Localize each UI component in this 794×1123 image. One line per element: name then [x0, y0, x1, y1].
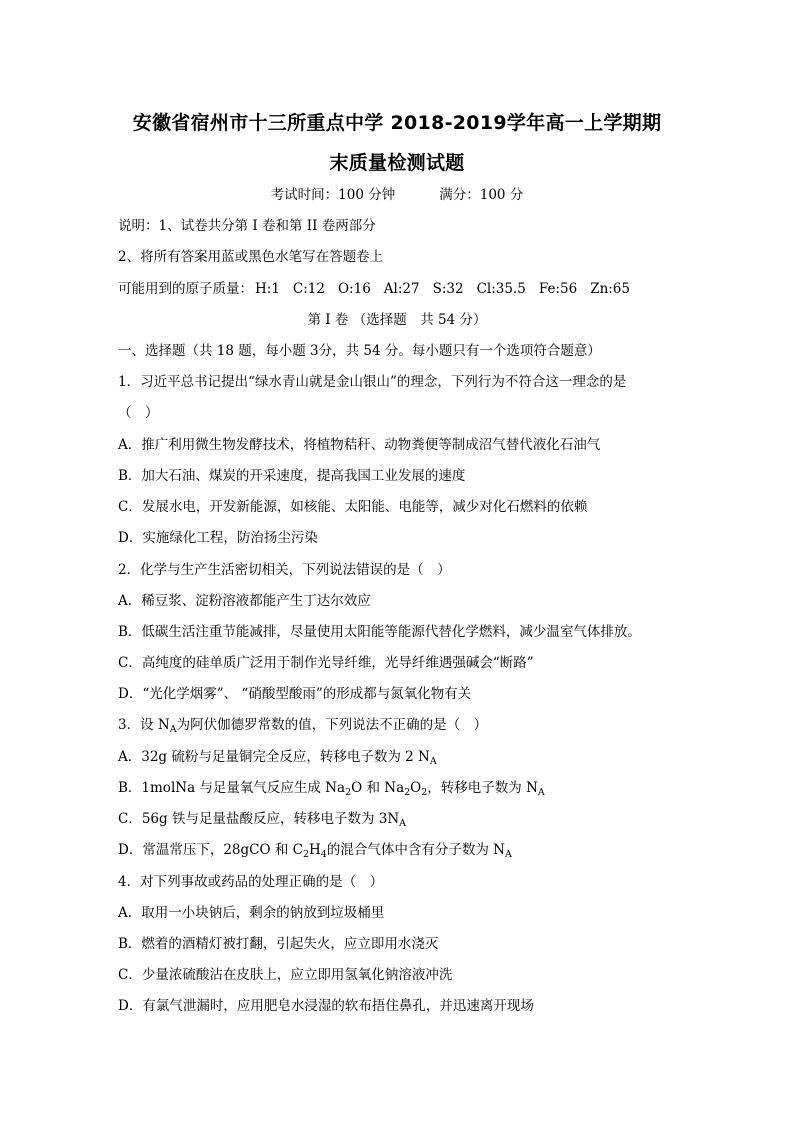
q3-option-c: C．56g 铁与足量盐酸反应，转移电子数为 $3N_A$: [118, 811, 407, 829]
exam-info: [100, 186, 694, 204]
q2-option-d: D．“光化学烟雾”、 “硝酸型酸雨”的形成都与氮氧化物有关: [118, 686, 472, 702]
q2-stem: 2．化学与生产生活密切相关，下列说法错误的是（ ）: [118, 562, 451, 578]
q1-option-b: B．加大石油、煤炭的开采速度，提高我国工业发展的速度: [118, 468, 466, 484]
q1-blank: （ ）: [118, 405, 159, 421]
q3-option-d: D．常温常压下，28gCO 和 $C_2H_4$的混合气体中含有分子数为 $N_A$: [118, 842, 512, 860]
part-1-header: 第 I 卷 （选择题 共 54 分）: [307, 312, 487, 328]
atomic-mass-label: 可能用到的原子质量：: [118, 281, 253, 297]
atomic-mass-item: H:1: [255, 281, 280, 297]
note-1: 说明：1、试卷共分第 I 卷和第 II 卷两部分: [118, 218, 376, 234]
q2-option-a: A．稀豆浆、淀粉溶液都能产生丁达尔效应: [118, 593, 371, 609]
q2-option-c: C．高纯度的硅单质广泛用于制作光导纤维，光导纤维遇强碱会“断路”: [118, 655, 534, 671]
note-2: 2、将所有答案用蓝或黑色水笔写在答题卷上: [118, 249, 384, 265]
title-line-2: 末质量检测试题: [329, 152, 465, 174]
q3-stem: 3．设 $N_A$为阿伏伽德罗常数的值，下列说法不正确的是（ ）: [118, 717, 488, 735]
title-line-1: 安徽省宿州市十三所重点中学 2018-2019学年高一上学期期: [132, 112, 662, 134]
q3-option-a: A．32g 硫粉与足量铜完全反应，转移电子数为 2 $N_A$: [118, 749, 437, 767]
q2-option-b: B．低碳生活注重节能减排，尽量使用太阳能等能源代替化学燃料，减少温室气体排放。: [118, 624, 641, 640]
q4-option-d: D．有氯气泄漏时，应用肥皂水浸湿的软布捂住鼻孔，并迅速离开现场: [118, 998, 534, 1014]
q4-stem: 4．对下列事故或药品的处理正确的是（ ）: [118, 874, 384, 890]
section-header: 一、选择题（共 18 题，每小题 3分，共 54 分。每小题只有一个选项符合题意）: [118, 343, 601, 359]
atomic-mass-line: [118, 280, 630, 298]
q4-option-a: A．取用一小块钠后，剩余的钠放到垃圾桶里: [118, 905, 385, 921]
q1-option-a: A．推广利用微生物发酵技术，将植物秸秆、动物粪便等制成沼气替代液化石油气: [118, 437, 601, 453]
atomic-mass-item: O:16: [337, 281, 371, 297]
q1-stem: 1．习近平总书记提出“绿水青山就是金山银山”的理念，下列行为不符合这一理念的是: [118, 374, 627, 390]
atomic-mass-item: Al:27: [383, 281, 420, 297]
q4-option-b: B．燃着的酒精灯被打翻，引起失火，应立即用水浇灭: [118, 936, 439, 952]
q1-option-c: C．发展水电，开发新能源，如核能、太阳能、电能等，减少对化石燃料的依赖: [118, 499, 588, 515]
atomic-mass-item: C:12: [292, 281, 325, 297]
atomic-mass-item: S:32: [432, 281, 464, 297]
full-score: 满分：100 分: [439, 187, 524, 203]
atomic-mass-item: Fe:56: [538, 281, 578, 297]
q4-option-c: C．少量浓硫酸沾在皮肤上，应立即用氢氧化钠溶液冲洗: [118, 967, 453, 983]
exam-time: 考试时间：100 分钟: [270, 187, 396, 203]
q3-option-b: B．1molNa 与足量氧气反应生成 $Na_2O$ 和 $Na_2O_2$，转移电子数为 $N_A$: [118, 780, 545, 798]
atomic-mass-item: Cl:35.5: [476, 281, 526, 297]
q1-option-d: D．实施绿化工程，防治扬尘污染: [118, 530, 318, 546]
atomic-mass-item: Zn:65: [590, 281, 630, 297]
